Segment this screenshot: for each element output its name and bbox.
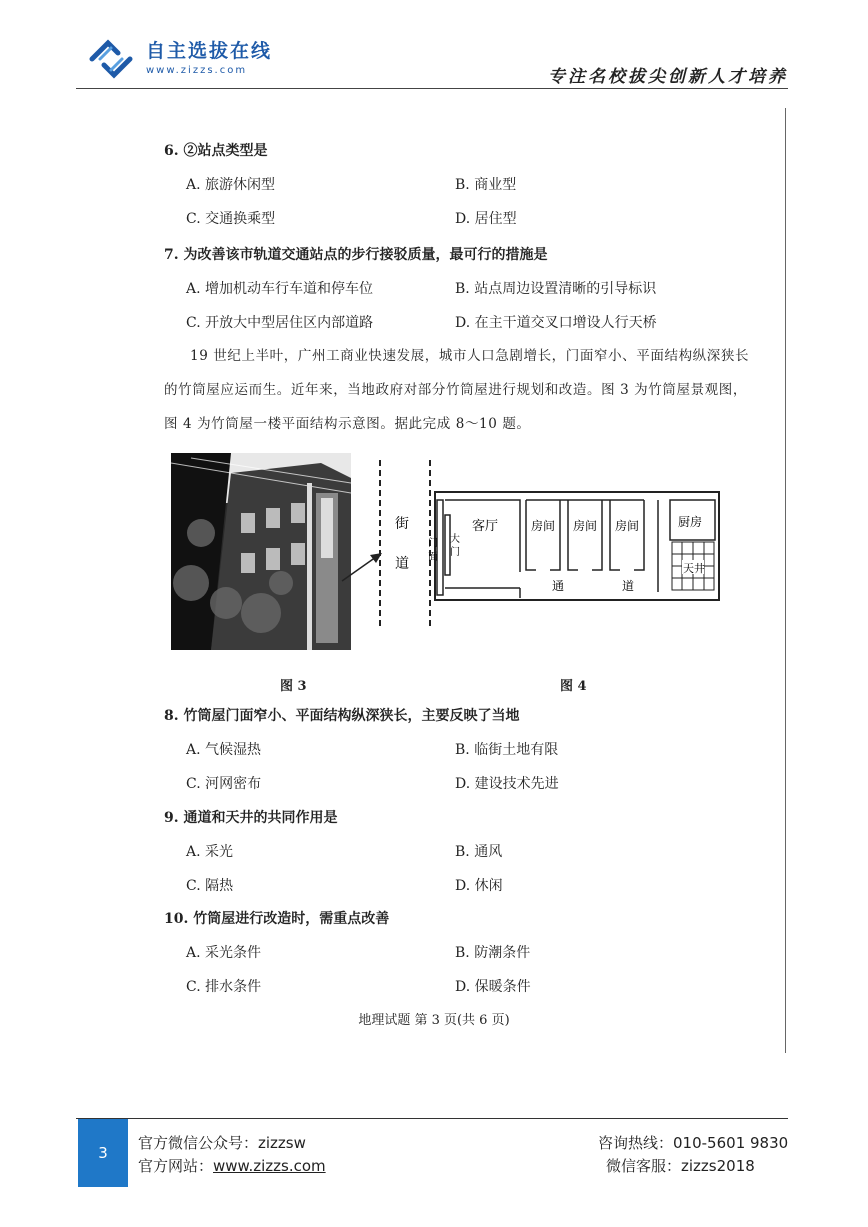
brand-name: 自主选拔在线	[146, 40, 273, 62]
brand-logo	[84, 34, 272, 84]
plan-label-living-room: 客厅	[472, 519, 499, 534]
footer-wechat	[138, 1132, 306, 1154]
header-slogan: 专注名校拔尖创新人才培养	[548, 67, 788, 87]
figure-4-floor-plan	[360, 460, 725, 630]
footer-wechat-value: zizzsw	[258, 1134, 306, 1152]
question-8-option-b: B. 临街土地有限	[455, 742, 559, 758]
footer-hotline	[598, 1132, 788, 1154]
footer-site-link[interactable]: www.zizzs.com	[213, 1157, 326, 1175]
plan-label-street-2: 道	[395, 556, 409, 572]
question-7-option-b: B. 站点周边设置清晰的引导标识	[455, 281, 657, 297]
question-7-option-d: D. 在主干道交叉口增设人行天桥	[455, 315, 657, 331]
question-9-option-a: A. 采光	[186, 844, 234, 860]
passage-line-2: 的竹筒屋应运而生。近年来，当地政府对部分竹筒屋进行规划和改造。图 3 为竹筒屋景观图，	[164, 382, 747, 398]
question-8-option-d: D. 建设技术先进	[455, 776, 559, 792]
question-7-option-c: C. 开放大中型居住区内部道路	[186, 315, 374, 331]
footer-service-value: zizzs2018	[681, 1157, 755, 1175]
footer-site-label: 官方网站：	[138, 1157, 214, 1175]
passage-line-3: 图 4 为竹筒屋一楼平面结构示意图。据此完成 8～10 题。	[164, 416, 531, 432]
question-10-option-a: A. 采光条件	[186, 945, 262, 961]
question-10-option-c: C. 排水条件	[186, 979, 262, 995]
footer-page-badge: 3	[78, 1119, 128, 1187]
question-7-option-a: A. 增加机动车行车道和停车位	[186, 281, 374, 297]
plan-label-passage-2: 道	[622, 579, 635, 593]
passage-line-1: 19 世纪上半叶，广州工商业快速发展，城市人口急剧增长，门面窄小、平面结构纵深狭长	[190, 348, 750, 364]
question-6-option-c: C. 交通换乘型	[186, 211, 276, 227]
plan-label-gate-2: 门	[450, 547, 460, 558]
question-8-option-c: C. 河网密布	[186, 776, 262, 792]
plan-label-room-3: 房间	[615, 519, 640, 533]
question-6-option-d: D. 居住型	[455, 211, 517, 227]
question-6-option-a: A. 旅游休闲型	[186, 177, 276, 193]
plan-label-door-1: 门	[428, 538, 438, 549]
page-number-text: 地理试题 第 3 页(共 6 页)	[358, 1013, 510, 1028]
brand-mark-icon	[84, 34, 138, 84]
plan-label-street-1: 街	[395, 516, 409, 532]
brand-url: www.zizzs.com	[146, 65, 248, 76]
plan-label-courtyard: 天井	[683, 562, 705, 575]
figure-3-photo	[171, 453, 351, 650]
question-6-option-b: B. 商业型	[455, 177, 517, 193]
footer-website	[138, 1155, 326, 1177]
header-divider	[76, 88, 788, 89]
plan-label-kitchen: 厨房	[678, 515, 703, 529]
question-10-option-d: D. 保暖条件	[455, 979, 531, 995]
right-margin-line	[785, 108, 786, 1053]
footer-hotline-label: 咨询热线：	[598, 1134, 674, 1152]
question-8-stem: 8. 竹筒屋门面窄小、平面结构纵深狭长，主要反映了当地	[164, 708, 520, 724]
question-9-stem: 9. 通道和天井的共同作用是	[164, 810, 338, 826]
footer-service	[606, 1155, 755, 1177]
plan-label-room-1: 房间	[531, 519, 556, 533]
question-8-option-a: A. 气候湿热	[186, 742, 262, 758]
plan-label-door-2: 面	[428, 552, 438, 563]
question-9-option-c: C. 隔热	[186, 878, 234, 894]
question-10-option-b: B. 防潮条件	[455, 945, 531, 961]
question-6-stem: 6. ②站点类型是	[164, 143, 268, 159]
figure-4-caption: 图 4	[560, 679, 587, 694]
footer-divider	[76, 1118, 788, 1119]
figure-3-caption: 图 3	[280, 679, 307, 694]
question-9-option-b: B. 通风	[455, 844, 503, 860]
footer-service-label: 微信客服：	[606, 1157, 682, 1175]
plan-label-room-2: 房间	[573, 519, 598, 533]
plan-label-passage-1: 通	[552, 579, 565, 593]
question-9-option-d: D. 休闲	[455, 878, 503, 894]
footer-wechat-label: 官方微信公众号：	[138, 1134, 259, 1152]
plan-label-gate-1: 大	[450, 534, 460, 545]
question-7-stem: 7. 为改善该市轨道交通站点的步行接驳质量，最可行的措施是	[164, 247, 548, 263]
question-10-stem: 10. 竹筒屋进行改造时，需重点改善	[164, 911, 390, 927]
footer-hotline-value: 010-5601 9830	[673, 1134, 789, 1152]
